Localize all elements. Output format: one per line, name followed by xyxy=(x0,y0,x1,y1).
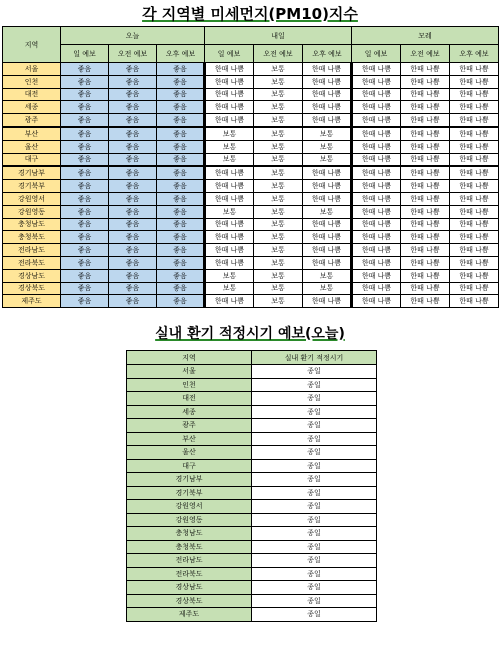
vent-region-cell: 제주도 xyxy=(127,608,252,622)
forecast-cell: 한때 나쁨 xyxy=(352,180,401,193)
vent-time-cell: 종일 xyxy=(252,446,377,460)
table-row xyxy=(3,295,499,308)
table-row xyxy=(127,378,377,392)
forecast-cell: 보통 xyxy=(254,218,303,231)
table-row xyxy=(3,205,499,218)
region-cell: 전라북도 xyxy=(3,256,61,269)
forecast-cell: 한때 나쁨 xyxy=(352,256,401,269)
table-row xyxy=(127,540,377,554)
vent-region-cell: 울산 xyxy=(127,446,252,460)
forecast-cell: 한때 나쁨 xyxy=(450,244,499,257)
forecast-cell: 한때 나쁨 xyxy=(303,180,352,193)
forecast-cell: 한때 나쁨 xyxy=(450,101,499,114)
region-cell: 강원영동 xyxy=(3,205,61,218)
forecast-cell: 한때 나쁨 xyxy=(352,282,401,295)
vent-time-cell: 종일 xyxy=(252,500,377,514)
forecast-cell: 보통 xyxy=(254,205,303,218)
vent-time-header: 실내 환기 적정시기 xyxy=(252,351,377,365)
forecast-cell: 한때 나쁨 xyxy=(401,244,450,257)
forecast-cell: 보통 xyxy=(254,101,303,114)
region-header: 지역 xyxy=(3,27,61,63)
region-cell: 충청북도 xyxy=(3,231,61,244)
forecast-cell: 좋음 xyxy=(61,269,109,282)
table-row xyxy=(127,486,377,500)
forecast-cell: 좋음 xyxy=(109,192,157,205)
region-cell: 대전 xyxy=(3,88,61,101)
table-row xyxy=(3,256,499,269)
vent-region-cell: 강원영동 xyxy=(127,513,252,527)
forecast-cell: 한때 나쁨 xyxy=(401,205,450,218)
forecast-cell: 한때 나쁨 xyxy=(450,231,499,244)
table-row xyxy=(127,567,377,581)
table-row xyxy=(127,419,377,433)
region-cell: 경상남도 xyxy=(3,269,61,282)
forecast-cell: 한때 나쁨 xyxy=(450,166,499,179)
table-row xyxy=(3,63,499,76)
forecast-cell: 좋음 xyxy=(157,231,205,244)
forecast-cell: 한때 나쁨 xyxy=(352,153,401,166)
region-cell: 울산 xyxy=(3,140,61,153)
forecast-cell: 한때 나쁨 xyxy=(450,180,499,193)
forecast-cell: 좋음 xyxy=(109,127,157,140)
vent-region-cell: 경상북도 xyxy=(127,594,252,608)
vent-region-header: 지역 xyxy=(127,351,252,365)
forecast-cell: 좋음 xyxy=(157,180,205,193)
forecast-cell: 한때 나쁨 xyxy=(401,114,450,127)
vent-region-cell: 충청남도 xyxy=(127,527,252,541)
forecast-cell: 좋음 xyxy=(109,153,157,166)
forecast-cell: 좋음 xyxy=(109,114,157,127)
forecast-cell: 좋음 xyxy=(109,180,157,193)
forecast-cell: 좋음 xyxy=(61,282,109,295)
forecast-cell: 한때 나쁨 xyxy=(205,256,254,269)
region-cell: 광주 xyxy=(3,114,61,127)
forecast-cell: 보통 xyxy=(254,127,303,140)
forecast-cell: 좋음 xyxy=(157,88,205,101)
table-row xyxy=(127,432,377,446)
forecast-cell: 한때 나쁨 xyxy=(401,231,450,244)
forecast-cell: 좋음 xyxy=(157,166,205,179)
forecast-cell: 좋음 xyxy=(61,205,109,218)
forecast-cell: 보통 xyxy=(303,153,352,166)
table-row xyxy=(127,473,377,487)
ventilation-table xyxy=(126,350,377,622)
region-cell: 경기남부 xyxy=(3,166,61,179)
table-row xyxy=(127,527,377,541)
forecast-cell: 좋음 xyxy=(157,101,205,114)
vent-region-cell: 충청북도 xyxy=(127,540,252,554)
table-row xyxy=(127,405,377,419)
forecast-cell: 보통 xyxy=(254,114,303,127)
forecast-cell: 한때 나쁨 xyxy=(401,192,450,205)
forecast-cell: 좋음 xyxy=(157,114,205,127)
region-cell: 부산 xyxy=(3,127,61,140)
forecast-cell: 보통 xyxy=(303,205,352,218)
vent-region-cell: 세종 xyxy=(127,405,252,419)
forecast-cell: 한때 나쁨 xyxy=(450,114,499,127)
forecast-cell: 한때 나쁨 xyxy=(303,166,352,179)
table-row xyxy=(3,180,499,193)
vent-time-cell: 종일 xyxy=(252,405,377,419)
forecast-cell: 한때 나쁨 xyxy=(450,282,499,295)
table-row xyxy=(127,608,377,622)
forecast-cell: 한때 나쁨 xyxy=(205,218,254,231)
region-cell: 제주도 xyxy=(3,295,61,308)
table-row xyxy=(3,75,499,88)
forecast-cell: 보통 xyxy=(303,282,352,295)
forecast-cell: 좋음 xyxy=(109,295,157,308)
forecast-cell: 보통 xyxy=(254,256,303,269)
table-row xyxy=(3,101,499,114)
forecast-cell: 좋음 xyxy=(157,127,205,140)
forecast-cell: 좋음 xyxy=(61,127,109,140)
forecast-cell: 한때 나쁨 xyxy=(352,244,401,257)
forecast-cell: 한때 나쁨 xyxy=(205,231,254,244)
region-cell: 대구 xyxy=(3,153,61,166)
forecast-cell: 좋음 xyxy=(157,295,205,308)
forecast-cell: 보통 xyxy=(303,269,352,282)
forecast-cell: 한때 나쁨 xyxy=(205,101,254,114)
forecast-cell: 한때 나쁨 xyxy=(205,88,254,101)
forecast-cell: 한때 나쁨 xyxy=(303,101,352,114)
sub-header: 오전 예보 xyxy=(109,45,157,63)
table-row xyxy=(127,554,377,568)
forecast-cell: 한때 나쁨 xyxy=(303,244,352,257)
region-cell: 충청남도 xyxy=(3,218,61,231)
forecast-cell: 한때 나쁨 xyxy=(352,75,401,88)
vent-region-cell: 전라남도 xyxy=(127,554,252,568)
forecast-cell: 좋음 xyxy=(61,63,109,76)
region-cell: 전라남도 xyxy=(3,244,61,257)
vent-region-cell: 경상남도 xyxy=(127,581,252,595)
forecast-cell: 좋음 xyxy=(61,244,109,257)
forecast-cell: 한때 나쁨 xyxy=(450,192,499,205)
vent-time-cell: 종일 xyxy=(252,527,377,541)
forecast-cell: 한때 나쁨 xyxy=(401,269,450,282)
forecast-cell: 한때 나쁨 xyxy=(352,114,401,127)
vent-region-cell: 경기남부 xyxy=(127,473,252,487)
forecast-cell: 한때 나쁨 xyxy=(450,88,499,101)
forecast-cell: 한때 나쁨 xyxy=(401,256,450,269)
vent-region-cell: 광주 xyxy=(127,419,252,433)
vent-time-cell: 종일 xyxy=(252,554,377,568)
forecast-cell: 한때 나쁨 xyxy=(303,75,352,88)
table-row xyxy=(127,500,377,514)
table-row xyxy=(3,282,499,295)
vent-table-body xyxy=(127,365,377,622)
forecast-cell: 한때 나쁨 xyxy=(450,63,499,76)
forecast-cell: 좋음 xyxy=(157,205,205,218)
forecast-cell: 보통 xyxy=(254,180,303,193)
forecast-cell: 한때 나쁨 xyxy=(205,192,254,205)
vent-region-cell: 전라북도 xyxy=(127,567,252,581)
vent-region-cell: 서울 xyxy=(127,365,252,379)
forecast-cell: 좋음 xyxy=(61,218,109,231)
vent-time-cell: 종일 xyxy=(252,419,377,433)
forecast-cell: 좋음 xyxy=(157,192,205,205)
table-row xyxy=(3,114,499,127)
forecast-cell: 보통 xyxy=(254,295,303,308)
table-row xyxy=(127,446,377,460)
forecast-cell: 한때 나쁨 xyxy=(450,205,499,218)
forecast-cell: 좋음 xyxy=(61,101,109,114)
vent-region-cell: 대구 xyxy=(127,459,252,473)
forecast-cell: 좋음 xyxy=(109,269,157,282)
forecast-cell: 좋음 xyxy=(157,63,205,76)
forecast-cell: 한때 나쁨 xyxy=(205,295,254,308)
forecast-cell: 한때 나쁨 xyxy=(352,63,401,76)
forecast-cell: 좋음 xyxy=(109,140,157,153)
forecast-cell: 좋음 xyxy=(157,256,205,269)
forecast-cell: 보통 xyxy=(205,269,254,282)
forecast-cell: 한때 나쁨 xyxy=(401,153,450,166)
forecast-cell: 한때 나쁨 xyxy=(401,295,450,308)
forecast-cell: 좋음 xyxy=(61,88,109,101)
forecast-cell: 보통 xyxy=(254,75,303,88)
table-row xyxy=(3,153,499,166)
forecast-cell: 한때 나쁨 xyxy=(205,180,254,193)
forecast-cell: 좋음 xyxy=(61,166,109,179)
table-row xyxy=(3,140,499,153)
vent-table-title: 실내 환기 적정시기 예보(오늘) xyxy=(155,326,345,343)
sub-header: 오후 예보 xyxy=(157,45,205,63)
forecast-cell: 좋음 xyxy=(109,256,157,269)
vent-time-cell: 종일 xyxy=(252,432,377,446)
forecast-cell: 한때 나쁨 xyxy=(352,88,401,101)
forecast-cell: 좋음 xyxy=(61,180,109,193)
vent-time-cell: 종일 xyxy=(252,540,377,554)
forecast-cell: 한때 나쁨 xyxy=(401,75,450,88)
vent-time-cell: 종일 xyxy=(252,486,377,500)
vent-time-cell: 종일 xyxy=(252,365,377,379)
vent-region-cell: 인천 xyxy=(127,378,252,392)
table-row xyxy=(3,127,499,140)
forecast-cell: 좋음 xyxy=(61,295,109,308)
table-row xyxy=(3,269,499,282)
forecast-cell: 좋음 xyxy=(61,231,109,244)
vent-region-cell: 경기북부 xyxy=(127,486,252,500)
vent-time-cell: 종일 xyxy=(252,392,377,406)
forecast-cell: 한때 나쁨 xyxy=(401,140,450,153)
forecast-cell: 보통 xyxy=(205,205,254,218)
forecast-cell: 보통 xyxy=(254,153,303,166)
forecast-cell: 한때 나쁨 xyxy=(303,192,352,205)
forecast-cell: 좋음 xyxy=(61,153,109,166)
forecast-cell: 한때 나쁨 xyxy=(205,166,254,179)
forecast-cell: 좋음 xyxy=(109,88,157,101)
forecast-cell: 한때 나쁨 xyxy=(450,269,499,282)
forecast-cell: 보통 xyxy=(254,231,303,244)
forecast-cell: 보통 xyxy=(254,63,303,76)
forecast-cell: 한때 나쁨 xyxy=(401,166,450,179)
forecast-cell: 좋음 xyxy=(109,282,157,295)
forecast-cell: 한때 나쁨 xyxy=(352,140,401,153)
forecast-cell: 좋음 xyxy=(109,166,157,179)
vent-time-cell: 종일 xyxy=(252,594,377,608)
forecast-cell: 한때 나쁨 xyxy=(352,231,401,244)
sub-header: 일 예보 xyxy=(61,45,109,63)
forecast-cell: 보통 xyxy=(205,153,254,166)
region-cell: 인천 xyxy=(3,75,61,88)
forecast-cell: 보통 xyxy=(205,127,254,140)
forecast-cell: 한때 나쁨 xyxy=(303,63,352,76)
forecast-cell: 좋음 xyxy=(157,282,205,295)
forecast-cell: 한때 나쁨 xyxy=(303,295,352,308)
region-cell: 경기북부 xyxy=(3,180,61,193)
forecast-cell: 한때 나쁨 xyxy=(401,282,450,295)
forecast-cell: 한때 나쁨 xyxy=(352,218,401,231)
forecast-cell: 좋음 xyxy=(109,231,157,244)
forecast-cell: 좋음 xyxy=(61,114,109,127)
forecast-cell: 한때 나쁨 xyxy=(450,295,499,308)
forecast-cell: 한때 나쁨 xyxy=(352,295,401,308)
region-cell: 세종 xyxy=(3,101,61,114)
region-cell: 서울 xyxy=(3,63,61,76)
day-header-today: 오늘 xyxy=(61,27,205,45)
forecast-cell: 좋음 xyxy=(157,153,205,166)
sub-header: 오전 예보 xyxy=(401,45,450,63)
forecast-cell: 한때 나쁨 xyxy=(303,114,352,127)
forecast-cell: 한때 나쁨 xyxy=(352,127,401,140)
vent-time-cell: 종일 xyxy=(252,459,377,473)
table-row xyxy=(3,218,499,231)
forecast-cell: 좋음 xyxy=(61,75,109,88)
sub-header: 일 예보 xyxy=(352,45,401,63)
dust-table-title: 각 지역별 미세먼지(PM10)지수 xyxy=(142,5,358,23)
forecast-cell: 한때 나쁨 xyxy=(401,63,450,76)
forecast-cell: 한때 나쁨 xyxy=(352,166,401,179)
vent-region-cell: 대전 xyxy=(127,392,252,406)
vent-time-cell: 종일 xyxy=(252,473,377,487)
forecast-cell: 좋음 xyxy=(109,218,157,231)
forecast-cell: 한때 나쁨 xyxy=(303,218,352,231)
forecast-cell: 좋음 xyxy=(109,101,157,114)
forecast-cell: 좋음 xyxy=(109,205,157,218)
forecast-cell: 보통 xyxy=(254,140,303,153)
forecast-cell: 한때 나쁨 xyxy=(401,127,450,140)
sub-header: 오전 예보 xyxy=(254,45,303,63)
forecast-cell: 좋음 xyxy=(157,269,205,282)
sub-header: 오후 예보 xyxy=(450,45,499,63)
region-cell: 강원영서 xyxy=(3,192,61,205)
forecast-cell: 한때 나쁨 xyxy=(303,256,352,269)
sub-header: 일 예보 xyxy=(205,45,254,63)
forecast-cell: 보통 xyxy=(205,282,254,295)
table-row xyxy=(127,594,377,608)
forecast-cell: 한때 나쁨 xyxy=(303,88,352,101)
table-row xyxy=(127,581,377,595)
forecast-cell: 보통 xyxy=(254,166,303,179)
vent-time-cell: 종일 xyxy=(252,581,377,595)
forecast-cell: 한때 나쁨 xyxy=(205,244,254,257)
forecast-cell: 좋음 xyxy=(61,192,109,205)
forecast-cell: 좋음 xyxy=(157,140,205,153)
forecast-cell: 한때 나쁨 xyxy=(450,153,499,166)
forecast-cell: 한때 나쁨 xyxy=(352,205,401,218)
vent-time-cell: 종일 xyxy=(252,567,377,581)
forecast-cell: 한때 나쁨 xyxy=(352,192,401,205)
day-header-day-after: 모레 xyxy=(352,27,499,45)
forecast-cell: 한때 나쁨 xyxy=(450,75,499,88)
forecast-cell: 한때 나쁨 xyxy=(205,114,254,127)
forecast-cell: 보통 xyxy=(254,88,303,101)
forecast-cell: 보통 xyxy=(254,192,303,205)
forecast-cell: 한때 나쁨 xyxy=(205,63,254,76)
forecast-cell: 보통 xyxy=(254,269,303,282)
forecast-cell: 좋음 xyxy=(109,75,157,88)
dust-index-table xyxy=(2,26,499,308)
region-cell: 경상북도 xyxy=(3,282,61,295)
vent-region-cell: 부산 xyxy=(127,432,252,446)
forecast-cell: 좋음 xyxy=(109,244,157,257)
forecast-cell: 보통 xyxy=(205,140,254,153)
forecast-cell: 한때 나쁨 xyxy=(401,180,450,193)
forecast-cell: 보통 xyxy=(303,140,352,153)
forecast-cell: 좋음 xyxy=(61,140,109,153)
vent-time-cell: 종일 xyxy=(252,378,377,392)
forecast-cell: 한때 나쁨 xyxy=(450,140,499,153)
forecast-cell: 한때 나쁨 xyxy=(450,256,499,269)
forecast-cell: 좋음 xyxy=(157,244,205,257)
day-header-tomorrow: 내일 xyxy=(205,27,352,45)
vent-time-cell: 종일 xyxy=(252,608,377,622)
table-row xyxy=(127,365,377,379)
forecast-cell: 한때 나쁨 xyxy=(401,218,450,231)
forecast-cell: 한때 나쁨 xyxy=(303,231,352,244)
forecast-cell: 한때 나쁨 xyxy=(352,101,401,114)
forecast-cell: 한때 나쁨 xyxy=(450,127,499,140)
table-row xyxy=(3,231,499,244)
forecast-cell: 보통 xyxy=(254,282,303,295)
forecast-cell: 한때 나쁨 xyxy=(450,218,499,231)
forecast-cell: 좋음 xyxy=(61,256,109,269)
forecast-cell: 한때 나쁨 xyxy=(401,101,450,114)
dust-table-body xyxy=(3,63,499,308)
vent-region-cell: 강원영서 xyxy=(127,500,252,514)
forecast-cell: 한때 나쁨 xyxy=(352,269,401,282)
vent-time-cell: 종일 xyxy=(252,513,377,527)
forecast-cell: 좋음 xyxy=(157,75,205,88)
forecast-cell: 한때 나쁨 xyxy=(401,88,450,101)
table-row xyxy=(127,513,377,527)
table-row xyxy=(3,192,499,205)
table-row xyxy=(3,166,499,179)
table-row xyxy=(3,88,499,101)
forecast-cell: 좋음 xyxy=(157,218,205,231)
table-row xyxy=(127,392,377,406)
forecast-cell: 보통 xyxy=(254,244,303,257)
sub-header: 오후 예보 xyxy=(303,45,352,63)
table-row xyxy=(127,459,377,473)
forecast-cell: 좋음 xyxy=(109,63,157,76)
forecast-cell: 보통 xyxy=(303,127,352,140)
table-row xyxy=(3,244,499,257)
forecast-cell: 한때 나쁨 xyxy=(205,75,254,88)
